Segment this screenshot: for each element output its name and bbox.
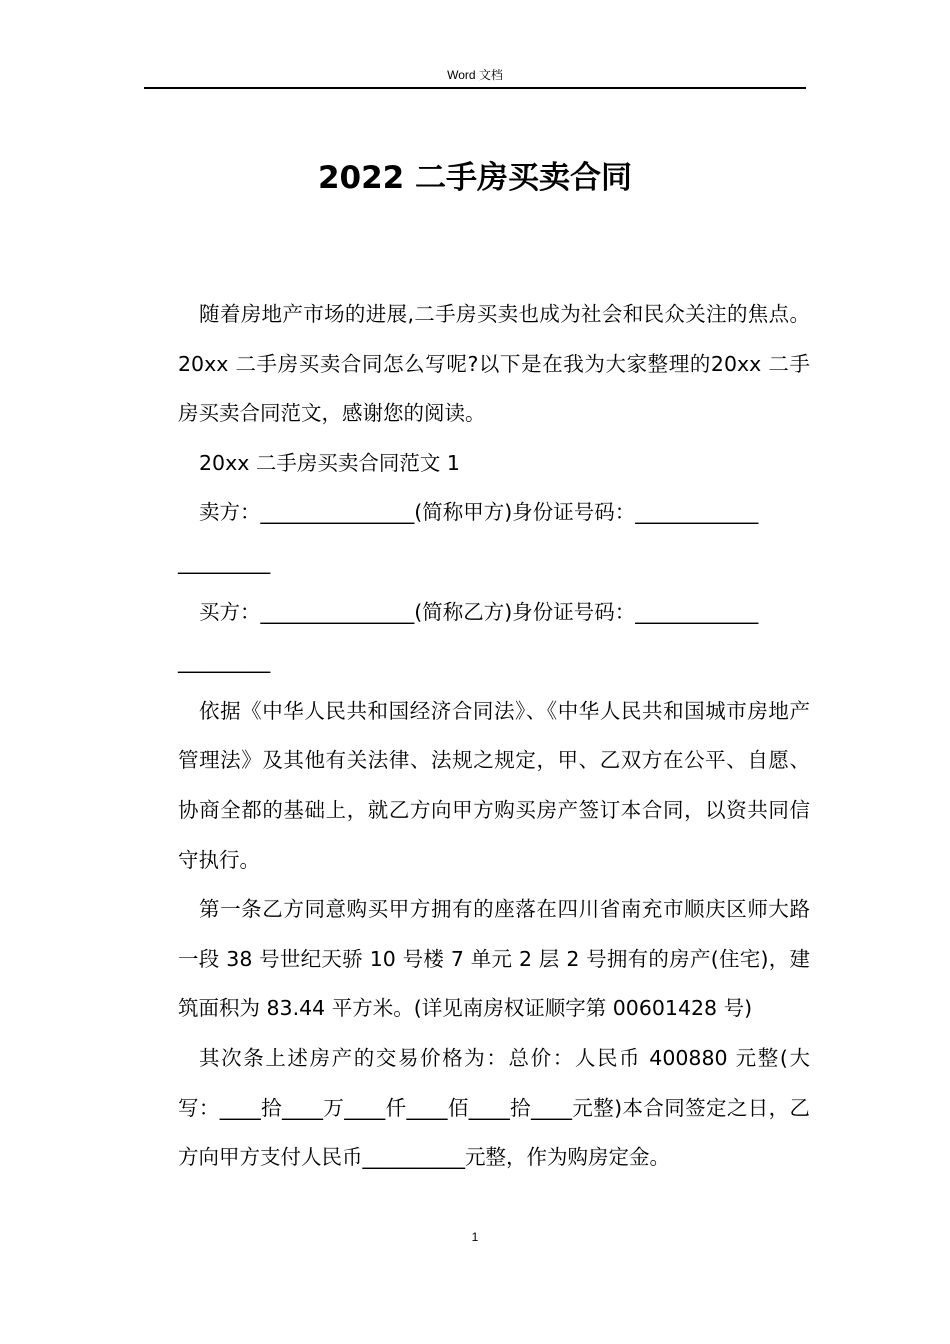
buyer-line: 买方：_______________(简称乙方)身份证号码：____________: [199, 599, 759, 624]
document-body: [178, 290, 810, 1183]
legal-basis-paragraph: 依据《中华人民共和国经济合同法》、《中华人民共和国城市房地产管理法》及其他有关法律、法规之规定，甲、乙双方在公平、自愿、协商全都的基础上，就乙方向甲方购买房产签订本合同，以资共同信守执行。: [178, 698, 810, 872]
intro-paragraph: 随着房地产市场的进展,二手房买卖也成为社会和民众关注的焦点。20xx 二手房买卖合同怎么写呢?以下是在我为大家整理的20xx 二手房买卖合同范文，感谢您的阅读。: [178, 302, 810, 426]
buyer-line-continuation: _________: [178, 649, 271, 674]
seller-line: 卖方：_______________(简称甲方)身份证号码：____________: [199, 500, 759, 525]
page-number: 1: [471, 1230, 479, 1244]
header-divider: [144, 87, 806, 89]
page-header-label: Word 文档: [447, 68, 503, 82]
article-1-paragraph: 第一条乙方同意购买甲方拥有的座落在四川省南充市顺庆区师大路一段 38 号世纪天骄 10 号楼 7 单元 2 层 2 号拥有的房产(住宅)，建筑面积为 83.44 平方米。(详见南房权证顺字第 00601428 号): [178, 897, 810, 1021]
seller-line-continuation: _________: [178, 549, 271, 574]
article-2-paragraph: 其次条上述房产的交易价格为：总价：人民币 400880 元整(大写：____拾____万____仟____佰____拾____元整)本合同签定之日，乙方向甲方支付人民币__________元整，作为购房定金。: [178, 1045, 810, 1170]
section-heading: 20xx 二手房买卖合同范文 1: [199, 450, 460, 475]
document-title: 2022 二手房买卖合同: [317, 160, 633, 196]
